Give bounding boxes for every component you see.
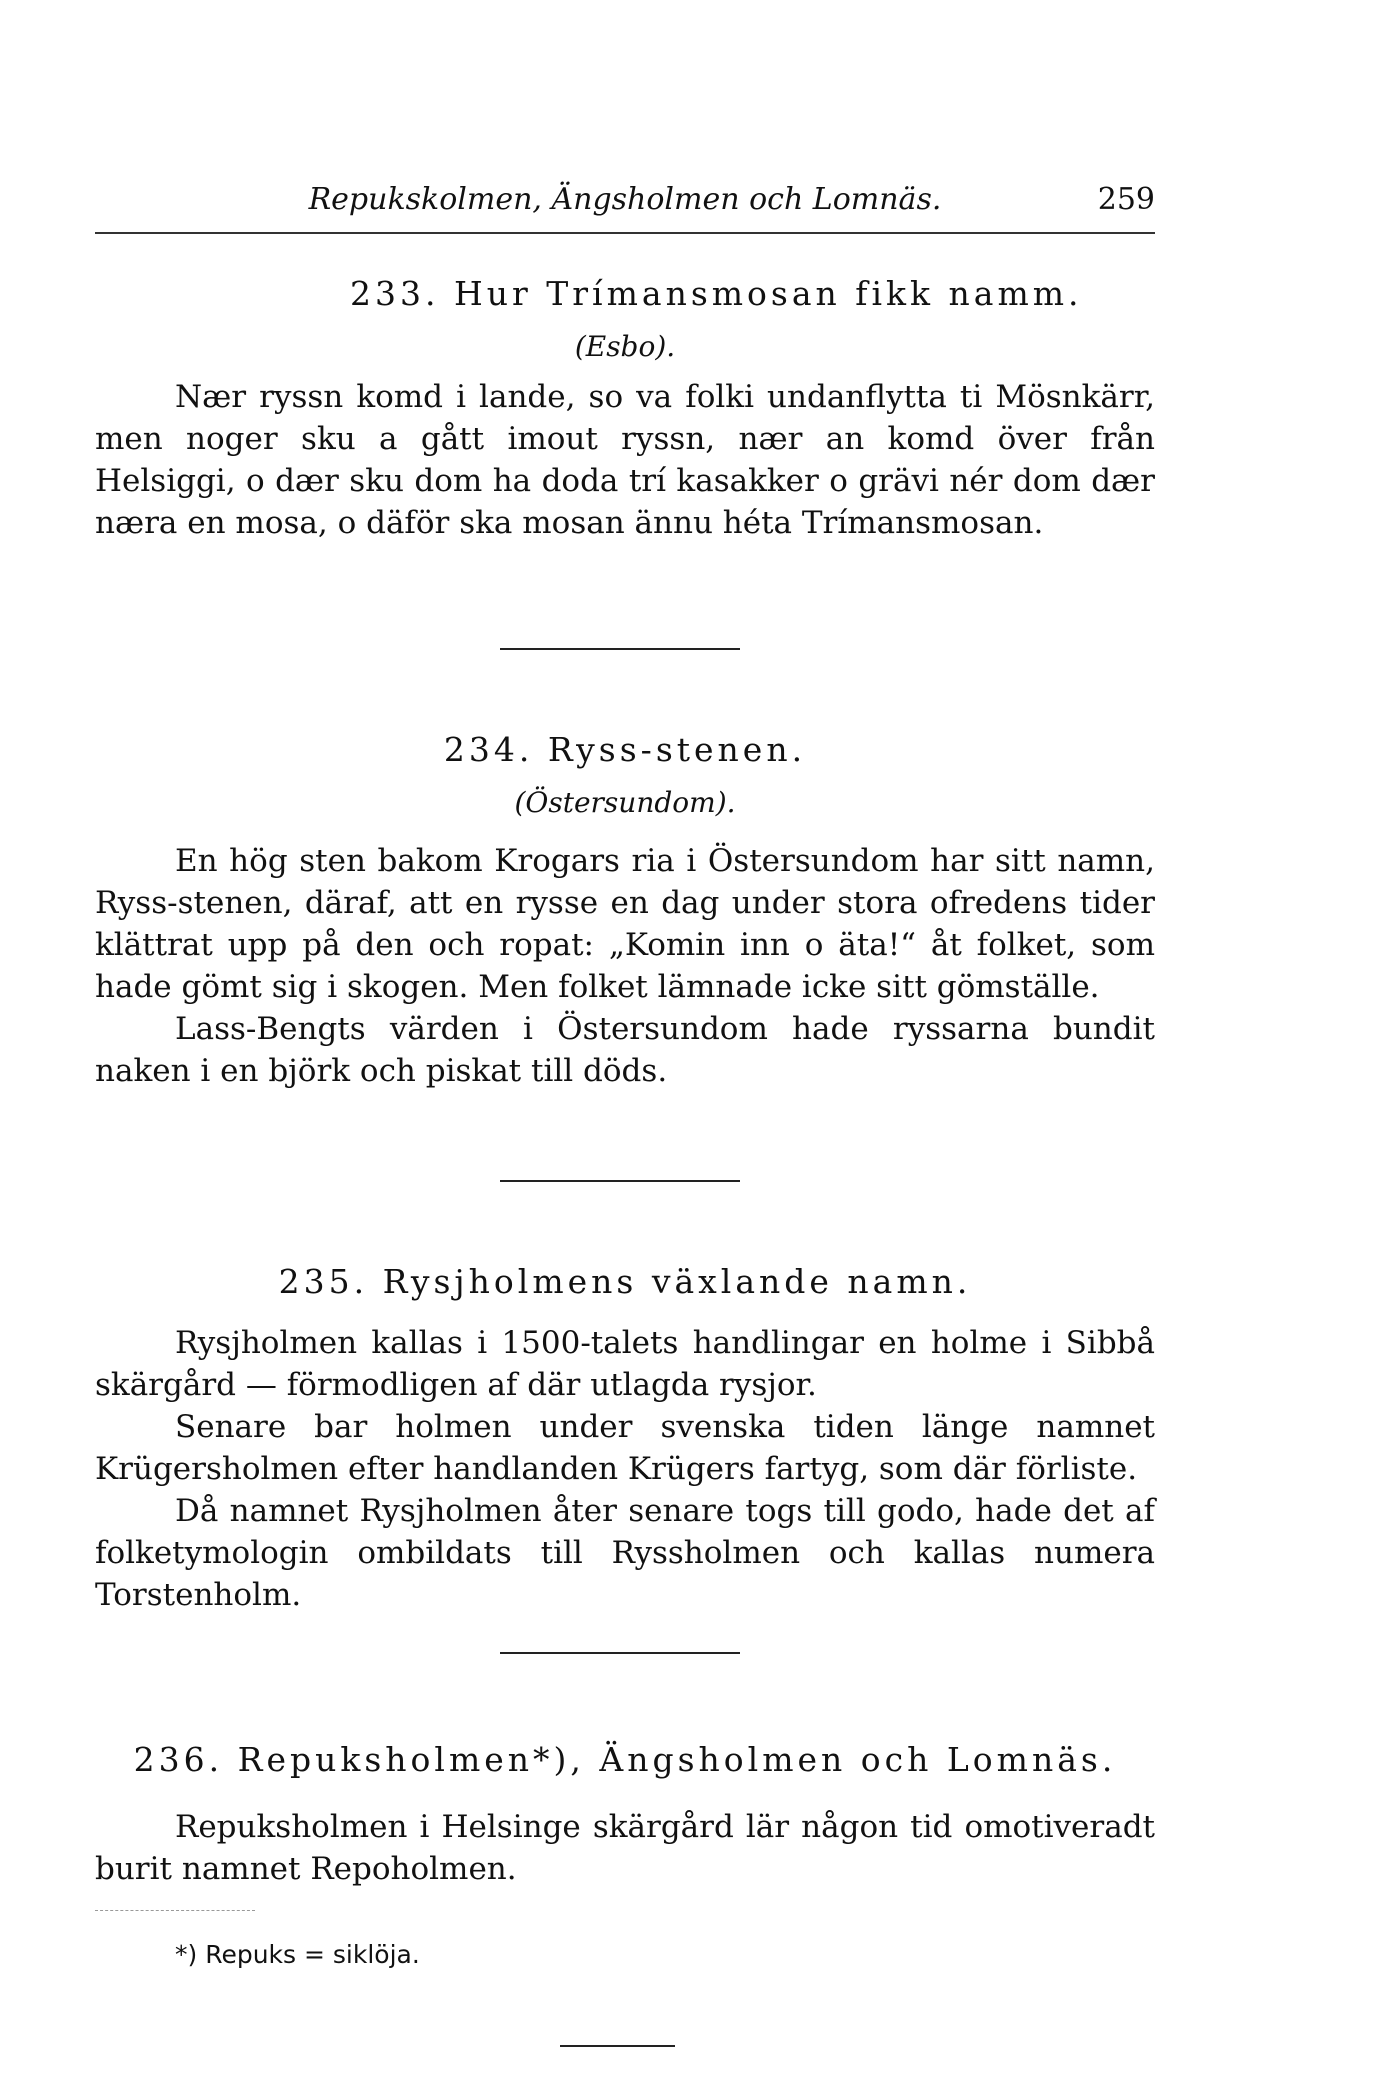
page-number: 259 <box>1097 182 1155 217</box>
section-paragraph-235-3: Då namnet Rysjholmen åter senare togs till godo, hade det af folketymologin ombildats till Ryssholmen och kallas numera Torstenholm. <box>95 1493 1155 1613</box>
section-paragraph-234-2: Lass-Bengts värden i Östersundom hade ryssarna bundit naken i en björk och piskat till döds. <box>95 1011 1155 1089</box>
running-header <box>95 182 1155 226</box>
section-separator <box>500 648 740 650</box>
section-heading-233: 233. Hur Trímansmosan fikk namm. <box>350 274 1083 313</box>
section-separator <box>500 1652 740 1654</box>
section-heading-236: 236. Repuksholmen*), Ängsholmen och Lomnäs. <box>133 1740 1117 1779</box>
header-rule <box>95 232 1155 234</box>
section-paragraph-235-2: Senare bar holmen under svenska tiden länge namnet Krügersholmen efter handlanden Krügers fartyg, som där förliste. <box>95 1409 1155 1487</box>
footnote-rule <box>95 1910 255 1911</box>
section-paragraph-236-1: Repuksholmen i Helsinge skärgård lär någon tid omotiveradt burit namnet Repoholmen. <box>95 1809 1155 1887</box>
footnote: *) Repuks = siklöja. <box>175 1940 420 1969</box>
section-place-233: (Esbo). <box>574 330 676 363</box>
running-title: Repukskolmen, Ängsholmen och Lomnäs. <box>308 182 942 217</box>
section-paragraph-233-1: Nær ryssn komd i lande, so va folki undanflytta ti Mösnkärr, men noger sku a gått imout ryssn, nær an komd över från Helsiggi, o dær sku dom ha doda trí kasakker o grävi nér dom dær næra en mosa, o däför ska mosan ännu héta Trímansmosan. <box>95 379 1155 541</box>
bottom-rule <box>560 2045 675 2047</box>
section-paragraph-234-1: En hög sten bakom Krogars ria i Östersundom har sitt namn, Ryss-stenen, däraf, att en rysse en dag under stora ofredens tider klättrat upp på den och ropat: „Komin inn o äta!“ åt folket, som hade gömt sig i skogen. Men folket lämnade icke sitt gömställe. <box>95 843 1155 1005</box>
section-paragraph-235-1: Rysjholmen kallas i 1500-talets handlingar en holme i Sibbå skärgård — förmodligen af där utlagda rysjor. <box>95 1325 1155 1403</box>
section-separator <box>500 1180 740 1182</box>
section-heading-234: 234. Ryss-stenen. <box>443 730 807 769</box>
section-place-234: (Östersundom). <box>514 786 736 819</box>
section-heading-235: 235. Rysjholmens växlande namn. <box>278 1262 972 1301</box>
